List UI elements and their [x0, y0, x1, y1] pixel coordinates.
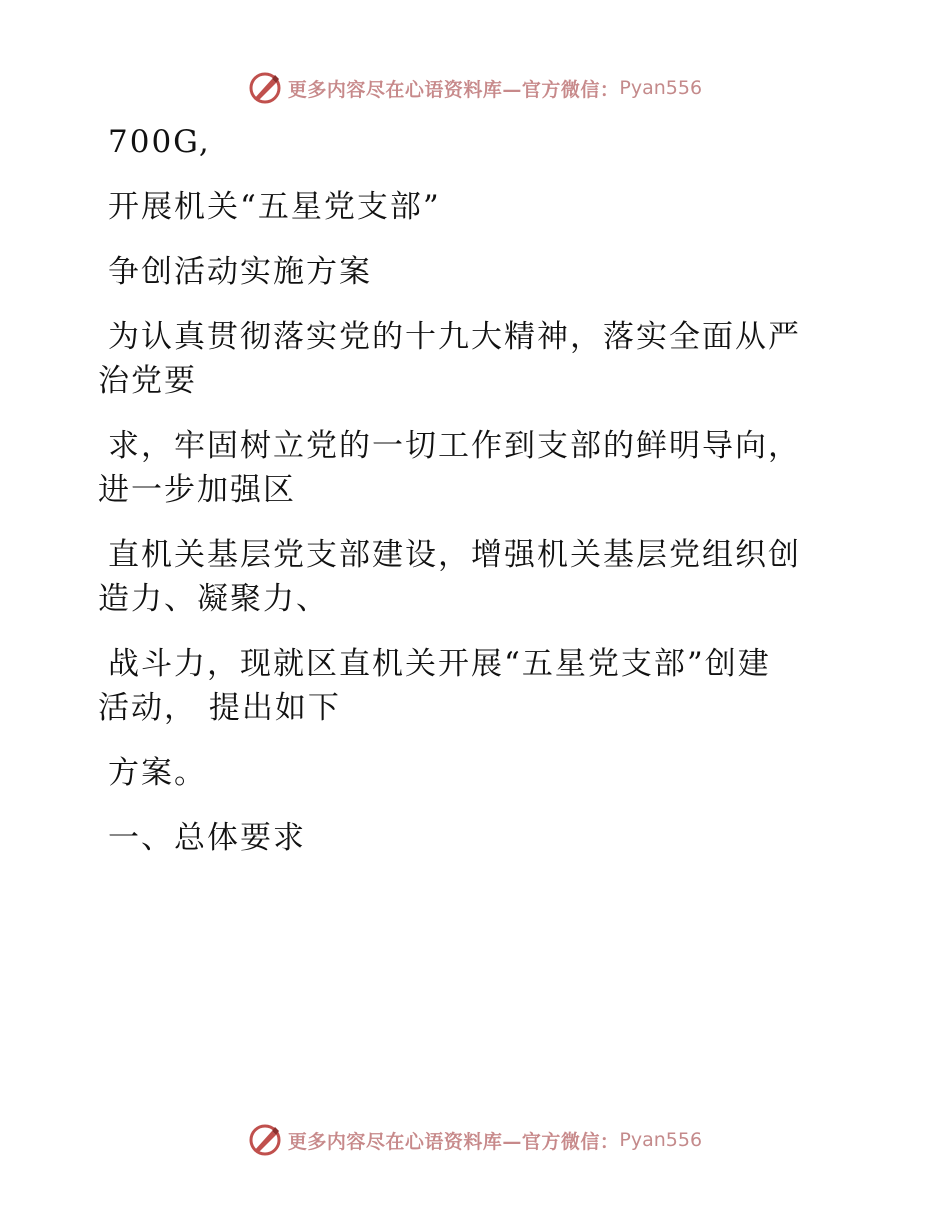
- banner-text: 更多内容尽在心语资料库—官方微信：: [287, 1130, 620, 1153]
- text-line: 治党要: [98, 363, 197, 399]
- banner-text: 更多内容尽在心语资料库—官方微信：: [287, 78, 620, 101]
- banner-wechat-id: Pyan556: [619, 77, 703, 99]
- pen-logo-icon: [248, 71, 282, 105]
- text-line: 战斗力，现就区直机关开展“五星党支部”创建: [108, 646, 771, 682]
- text-line: 方案。: [108, 755, 207, 791]
- text-line: 活动， 提出如下: [98, 690, 341, 726]
- text-line: 为认真贯彻落实党的十九大精神，落实全面从严: [108, 319, 801, 355]
- text-line: 一、总体要求: [108, 820, 306, 856]
- pen-logo-icon: [248, 1123, 282, 1157]
- header-watermark: [0, 68, 950, 108]
- text-line: 求，牢固树立党的一切工作到支部的鲜明导向，: [108, 428, 801, 464]
- banner-wechat-id: Pyan556: [619, 1129, 703, 1151]
- text-line: 争创活动实施方案: [108, 254, 372, 290]
- document-body: [98, 120, 858, 860]
- text-line: 开展机关“五星党支部”: [108, 189, 441, 225]
- text-line: 进一步加强区: [98, 472, 296, 508]
- text-line: 700G,: [108, 124, 211, 160]
- text-line: 造力、凝聚力、: [98, 581, 329, 617]
- text-line: 直机关基层党支部建设，增强机关基层党组织创: [108, 537, 801, 573]
- footer-watermark: [0, 1120, 950, 1160]
